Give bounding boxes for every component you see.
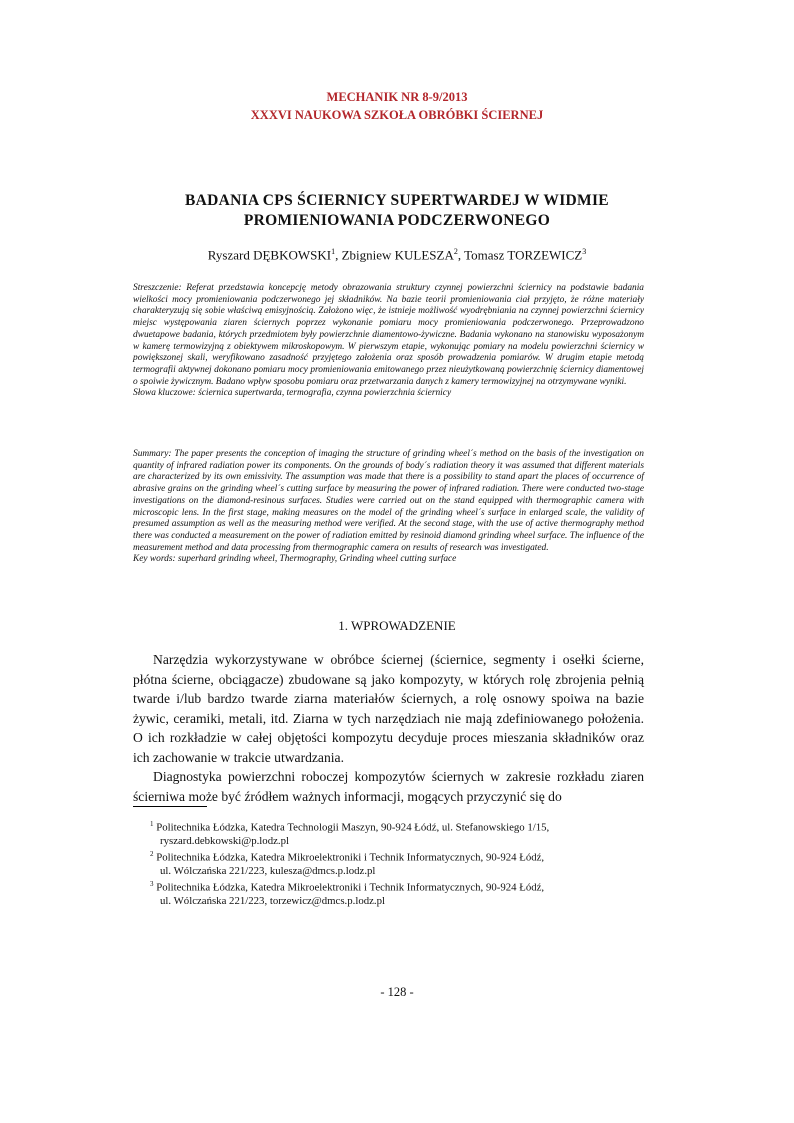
- page-number: - 128 -: [380, 985, 414, 999]
- school-header: XXXVI NAUKOWA SZKOŁA OBRÓBKI ŚCIERNEJ: [250, 108, 544, 122]
- footnote-separator: [133, 806, 207, 807]
- footnote: [150, 878, 620, 909]
- paragraph: Diagnostyka powierzchni roboczej kompozytów ściernych w zakresie rozkładu ziaren ścierniwa może być źródłem ważnych informacji, mogących przyczynić się do: [133, 769, 644, 804]
- body-text: [133, 650, 644, 806]
- footnote-line: ryszard.debkowski@p.lodz.pl: [160, 835, 289, 848]
- author-mark: 3: [582, 247, 587, 256]
- title-line-2: PROMIENIOWANIA PODCZERWONEGO: [243, 212, 551, 229]
- abstract-polish: [133, 283, 644, 400]
- footnote-line: Politechnika Łódzka, Katedra Mikroelektroniki i Technik Informatycznych, 90-924 Łódź,: [156, 851, 545, 864]
- author-name: Zbigniew KULESZA: [341, 247, 454, 263]
- abstract-polish-text: Streszczenie: Referat przedstawia koncepcję metody obrazowania struktury czynnej powierzchni ściernicy na podstawie badania wielkości mocy promieniowania podczerwonego jej składników. Na bazie teorii promieniowania ciał przyjęto, że różne materiały charakteryzują się sobie właściwą emisyjnością. Założono więc, że istnieje możliwość wyodrębniania na czynnej powierzchni ściernicy miejsc występowania ziaren ściernych poprzez wykonanie pomiaru mocy promieniowania podczerwonego. Przeprowadzono dwuetapowe badania, których przedmiotem były powierzchnie diamentowo-żywiczne. Badania wykonano na stanowisku wyposażonym w kamerę termowizyjną z obiektywem mikroskopowym. W pierwszym etapie, wykonując pomiary na modelu powierzchni ściernicy w powiększonej skali, weryfikowano zasadność przyjętego założenia oraz sposób prowadzenia pomiarów. W drugim etapie metodą termografii aktywnej dokonano pomiaru mocy promieniowania emitowanego przez nieużytkowaną powierzchnię ściernicy diamentowej o spoiwie żywicznym. Badano wpływ sposobu pomiaru oraz przetwarzania danych z kamery termowizyjnej na otrzymywane wyniki.: [133, 283, 644, 387]
- paragraph: Narzędzia wykorzystywane w obróbce ściernej (ściernice, segmenty i osełki ścierne, płótna ścierne, obciągacze) zbudowane są jako kompozyty, w których rolę zbrojenia pełnią twarde i/lub bardzo twarde ziarna materiałów ściernych, a rolę osnowy spoiwa na bazie żywic, ceramiki, metali, itd. Ziarna w tych narzędziach nie mają zdefiniowanego położenia. O ich rozkładzie w całej objętości kompozytu decyduje proces mieszania składników oraz ich zachowanie w trakcie utwardzania.: [133, 652, 644, 765]
- paper-title: [90, 191, 704, 231]
- footnote: [150, 818, 620, 849]
- footnote-line: Politechnika Łódzka, Katedra Technologii Maszyn, 90-924 Łódź, ul. Stefanowskiego 1/15,: [156, 821, 550, 834]
- author-mark: 2: [453, 247, 458, 256]
- abstract-english: [133, 449, 644, 566]
- footnote-mark: 3: [150, 880, 154, 888]
- keywords-polish: Słowa kluczowe: ściernica supertwarda, termografia, czynna powierzchnia ściernicy: [133, 388, 452, 399]
- keywords-english: Key words: superhard grinding wheel, Thermography, Grinding wheel cutting surface: [133, 554, 457, 565]
- author-name: Tomasz TORZEWICZ: [464, 247, 583, 263]
- author-list: Ryszard DĘBKOWSKI$^1$, Zbigniew KULESZA$^2$, Tomasz TORZEWICZ$^3$: [207, 247, 587, 263]
- footnote: [150, 848, 620, 879]
- journal-header: MECHANIK NR 8-9/2013: [326, 90, 468, 104]
- footnote-line: ul. Wólczańska 221/223, kulesza@dmcs.p.lodz.pl: [160, 865, 376, 878]
- abstract-english-text: Summary: The paper presents the conception of imaging the structure of grinding wheel´s method on the basis of the investigation on quantity of infrared radiation power its components. On the grounds of body´s radiation theory it was assumed that different materials are characterized by its own emissivity. The assumption was made that there is a possibility to stand apart the places of occurrence of abrasive grains on the grinding wheel´s cutting surface by measuring the power of infrared radiation. There were conducted two-stage investigations on the diamond-resinous surfaces. Studies were carried out on the stand equipped with thermographic camera with microscopic lens. In the first stage, making measures on the model of the grinding wheel´s surface in enlarged scale, the validity of presumed assumption as well as the measuring method were verified. At the second stage, with the use of active thermography method there was conducted a measurement on the power of radiation emitted by resinoid diamond grinding wheel surface. The influence of the measurement method and data processing from thermographic camera on results of research was investigated.: [133, 449, 644, 553]
- section-heading: 1. WPROWADZENIE: [338, 618, 456, 633]
- footnote-line: Politechnika Łódzka, Katedra Mikroelektroniki i Technik Informatycznych, 90-924 Łódź,: [156, 881, 545, 894]
- author-name: Ryszard DĘBKOWSKI: [207, 247, 332, 263]
- footnote-mark: 2: [150, 850, 154, 858]
- author-mark: 1: [331, 247, 336, 256]
- title-line-1: BADANIA CPS ŚCIERNICY SUPERTWARDEJ W WIDMIE: [185, 192, 609, 209]
- footnote-mark: 1: [150, 820, 154, 828]
- footnote-line: ul. Wólczańska 221/223, torzewicz@dmcs.p.lodz.pl: [160, 895, 386, 908]
